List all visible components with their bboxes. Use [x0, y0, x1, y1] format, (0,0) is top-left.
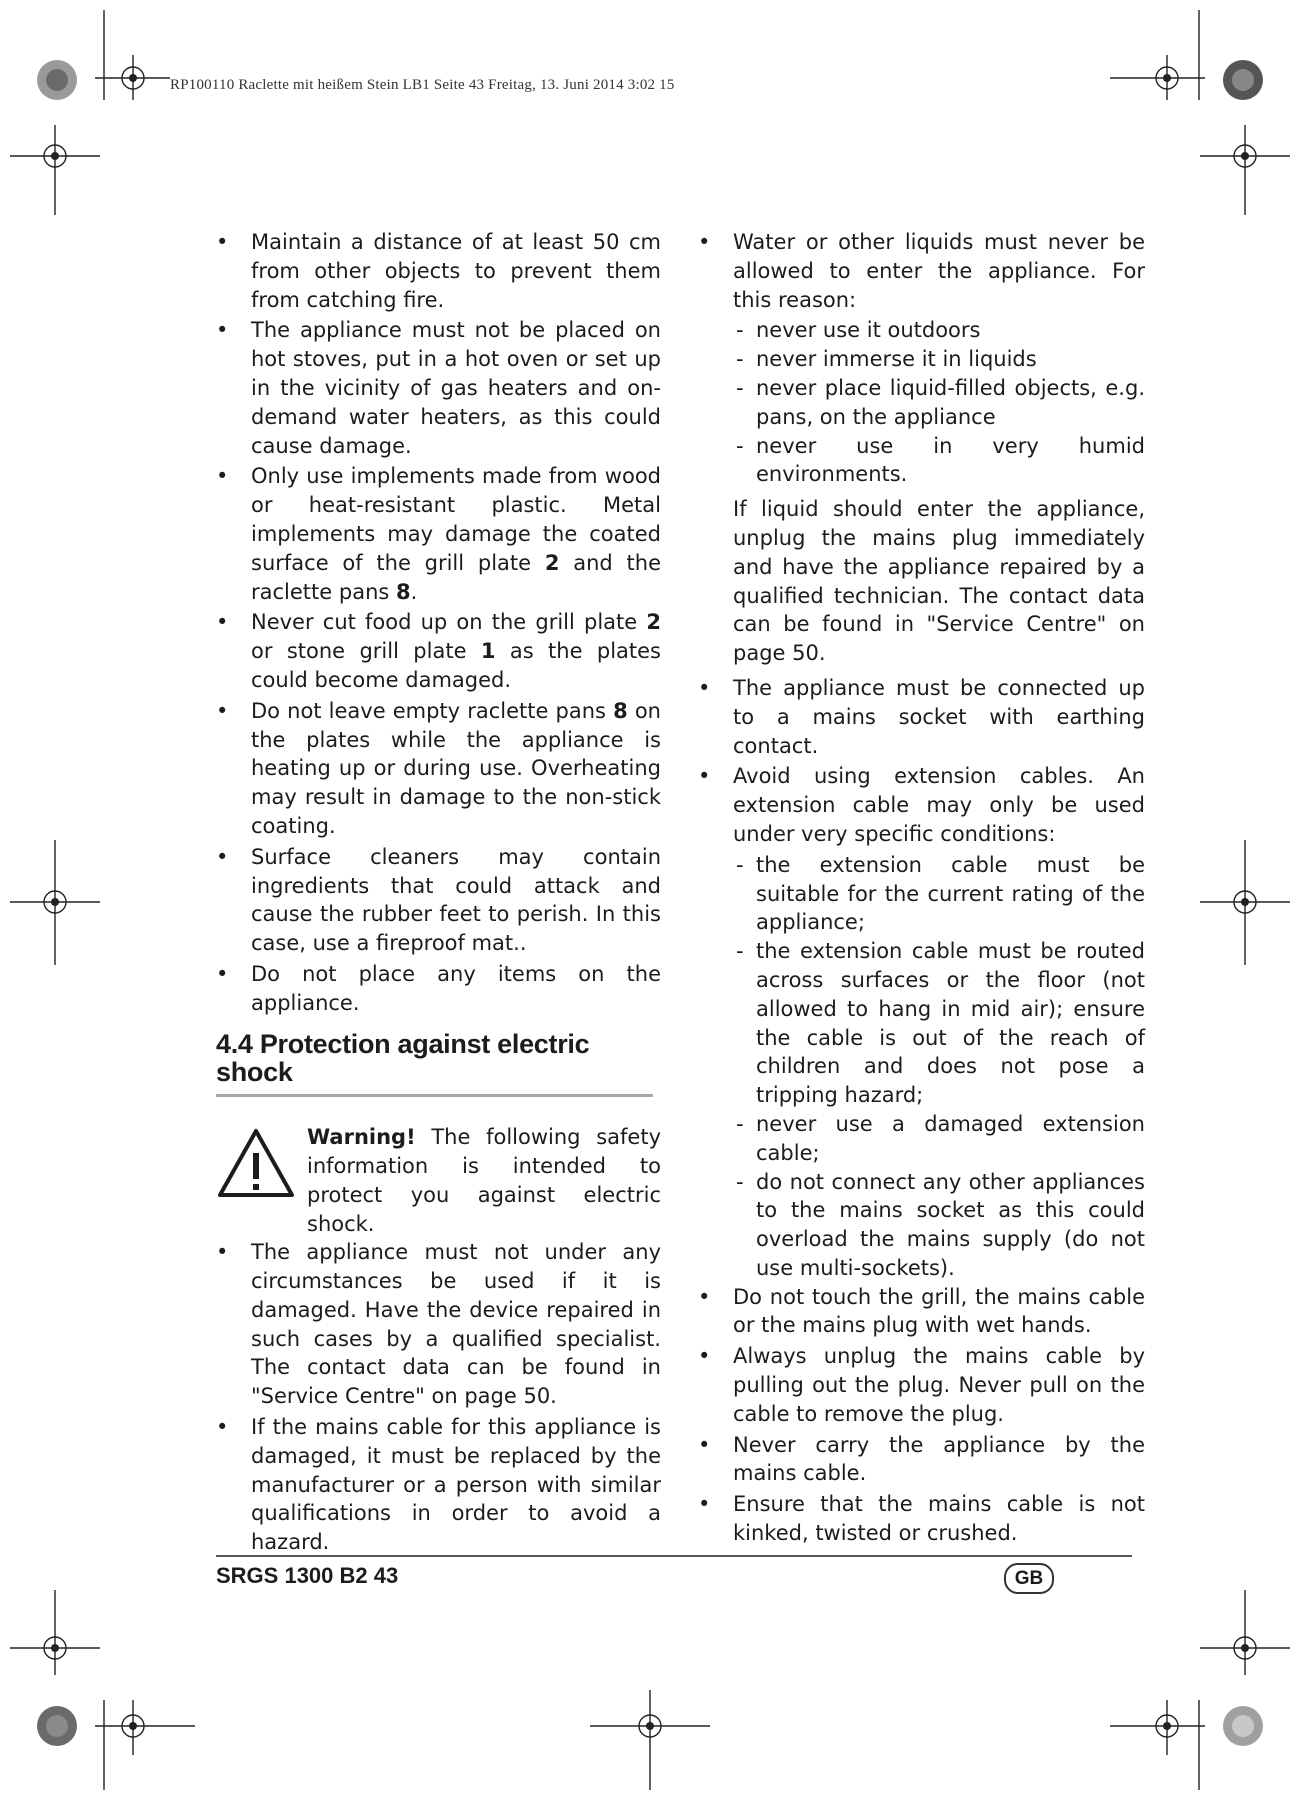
sub-list-item-text: never place liquid-filled objects, e.g. pans, on the appliance [756, 375, 1145, 429]
sub-list-item [698, 345, 1145, 374]
sub-list-item [698, 1110, 1145, 1168]
list-item [698, 762, 1145, 848]
list-item [216, 1413, 661, 1557]
dash-glyph: - [736, 939, 744, 964]
paragraph: If liquid should enter the appliance, unplug the mains plug immediately and have the appliance repaired by a qualified technician. The contact data can be found in "Service Centre" on page 50. [733, 497, 1145, 666]
dash-glyph: - [736, 1111, 744, 1136]
list-item-text: Do not leave empty raclette pans 8 on the plates while the appliance is heating up or during use. Overheating may result in damage to the non-stick coating. [251, 698, 661, 838]
dash-glyph: - [736, 375, 744, 400]
dash-glyph: - [736, 433, 744, 458]
list-item [698, 1431, 1145, 1489]
bullet-glyph: • [216, 318, 229, 343]
warning-triangle-icon [216, 1127, 296, 1199]
list-item-text: Only use implements made from wood or heat-resistant plastic. Metal implements may damage the coated surface of the grill plate 2 and the raclette pans 8. [251, 464, 661, 604]
sub-list-item-text: do not connect any other appliances to the mains socket as this could overload the mains supply (do not use multi-sockets). [756, 1169, 1145, 1280]
part-reference: 2 [544, 550, 560, 575]
warning-box [216, 1123, 661, 1238]
list-item [216, 697, 661, 841]
part-reference: 1 [480, 639, 496, 664]
list-item-text: Do not place any items on the appliance. [251, 961, 661, 1015]
list-item-text: The appliance must not under any circumstances be used if it is damaged. Have the device repaired in such cases by a qualified specialist. The contact data can be found in "Service Centre" on page 50. [251, 1240, 661, 1409]
list-item-text: Always unplug the mains cable by pulling out the plug. Never pull on the cable to remove the plug. [733, 1344, 1145, 1426]
bullet-glyph: • [216, 610, 229, 635]
print-slug: RP100110 Raclette mit heißem Stein LB1 Seite 43 Freitag, 13. Juni 2014 3:02 15 [170, 77, 675, 93]
sub-list-item-text: the extension cable must be routed across surfaces or the floor (not allowed to hang in mid air); ensure the cable is out of the reach of children and does not pose a tripping hazard; [756, 939, 1145, 1108]
bullet-glyph: • [698, 1432, 711, 1457]
sub-list-item [698, 851, 1145, 937]
footer-model-page: SRGS 1300 B2 43 [216, 1563, 399, 1588]
bullet-glyph: • [698, 764, 711, 789]
list-item [216, 1238, 661, 1411]
list-item-text: The appliance must be connected up to a mains socket with earthing contact. [733, 675, 1145, 758]
list-item-text: If the mains cable for this appliance is damaged, it must be replaced by the manufacturer or a person with similar qualifications in order to avoid a hazard. [251, 1415, 661, 1555]
sub-list-item [698, 1168, 1145, 1283]
bullet-glyph: • [698, 230, 711, 254]
sub-list-item-text: never use it outdoors [756, 318, 981, 343]
list-item-text: Surface cleaners may contain ingredients that could attack and cause the rubber feet to perish. In this case, use a fireproof mat.. [251, 844, 661, 956]
list-item [216, 608, 661, 694]
bullet-glyph: • [698, 1344, 711, 1369]
list-item [698, 1342, 1145, 1428]
sub-list-item-text: the extension cable must be suitable for the current rating of the appliance; [756, 852, 1145, 935]
list-item-text: Never carry the appliance by the mains cable. [733, 1432, 1145, 1486]
list-item [698, 674, 1145, 760]
part-reference: 8 [613, 698, 628, 723]
dash-glyph: - [736, 1169, 744, 1194]
list-item [698, 228, 1145, 314]
sub-list-item-text: never use in very humid environments. [756, 433, 1145, 487]
dash-glyph: - [736, 852, 744, 877]
sub-list-item [698, 374, 1145, 432]
dash-glyph: - [736, 347, 744, 372]
list-item-text: Never cut food up on the grill plate 2 or stone grill plate 1 as the plates could become damaged. [251, 610, 661, 692]
footer-rule [216, 1555, 1132, 1557]
sub-list-item [698, 316, 1145, 345]
sub-list-item-text: never immerse it in liquids [756, 347, 1037, 372]
section-heading: 4.4 Protection against electric shock [216, 1030, 653, 1098]
bullet-glyph: • [698, 1284, 711, 1309]
left-column [216, 228, 661, 1559]
list-item-text: Water or other liquids must never be allowed to enter the appliance. For this reason: [733, 230, 1145, 312]
list-item-text: The appliance must not be placed on hot stoves, put in a hot oven or set up in the vicinity of gas heaters and on-demand water heaters, as this could cause damage. [251, 318, 661, 458]
list-item-text: Ensure that the mains cable is not kinked, twisted or crushed. [733, 1492, 1145, 1546]
language-badge: GB [1004, 1563, 1054, 1594]
part-reference: 2 [646, 610, 661, 635]
bullet-glyph: • [216, 844, 229, 869]
sub-list-item [698, 432, 1145, 490]
list-item-text: Maintain a distance of at least 50 cm from other objects to prevent them from catching fire. [251, 230, 661, 312]
bullet-glyph: • [216, 1240, 229, 1265]
bullet-glyph: • [698, 1492, 711, 1517]
bullet-glyph: • [216, 464, 229, 489]
sub-list-item [698, 937, 1145, 1110]
list-item [216, 462, 661, 606]
sub-list-item-text: never use a damaged extension cable; [756, 1111, 1145, 1165]
list-item [698, 1283, 1145, 1341]
list-item [216, 228, 661, 314]
bullet-glyph: • [698, 675, 711, 700]
part-reference: 8 [396, 579, 411, 604]
bullet-glyph: • [216, 961, 229, 986]
list-item [216, 960, 661, 1018]
dash-glyph: - [736, 318, 744, 343]
right-column [698, 228, 1145, 1550]
bullet-glyph: • [216, 1415, 229, 1440]
warning-label: Warning! [307, 1125, 416, 1150]
bullet-glyph: • [216, 230, 229, 254]
bullet-glyph: • [216, 698, 229, 723]
list-item [216, 843, 661, 958]
list-item-text: Do not touch the grill, the mains cable or the mains plug with wet hands. [733, 1284, 1145, 1338]
list-item-text: Avoid using extension cables. An extension cable may only be used under very specific conditions: [733, 764, 1145, 846]
warning-text: Warning! The following safety information is intended to protect you against electric shock. [307, 1125, 661, 1236]
list-item [698, 1490, 1145, 1548]
list-item [216, 316, 661, 460]
